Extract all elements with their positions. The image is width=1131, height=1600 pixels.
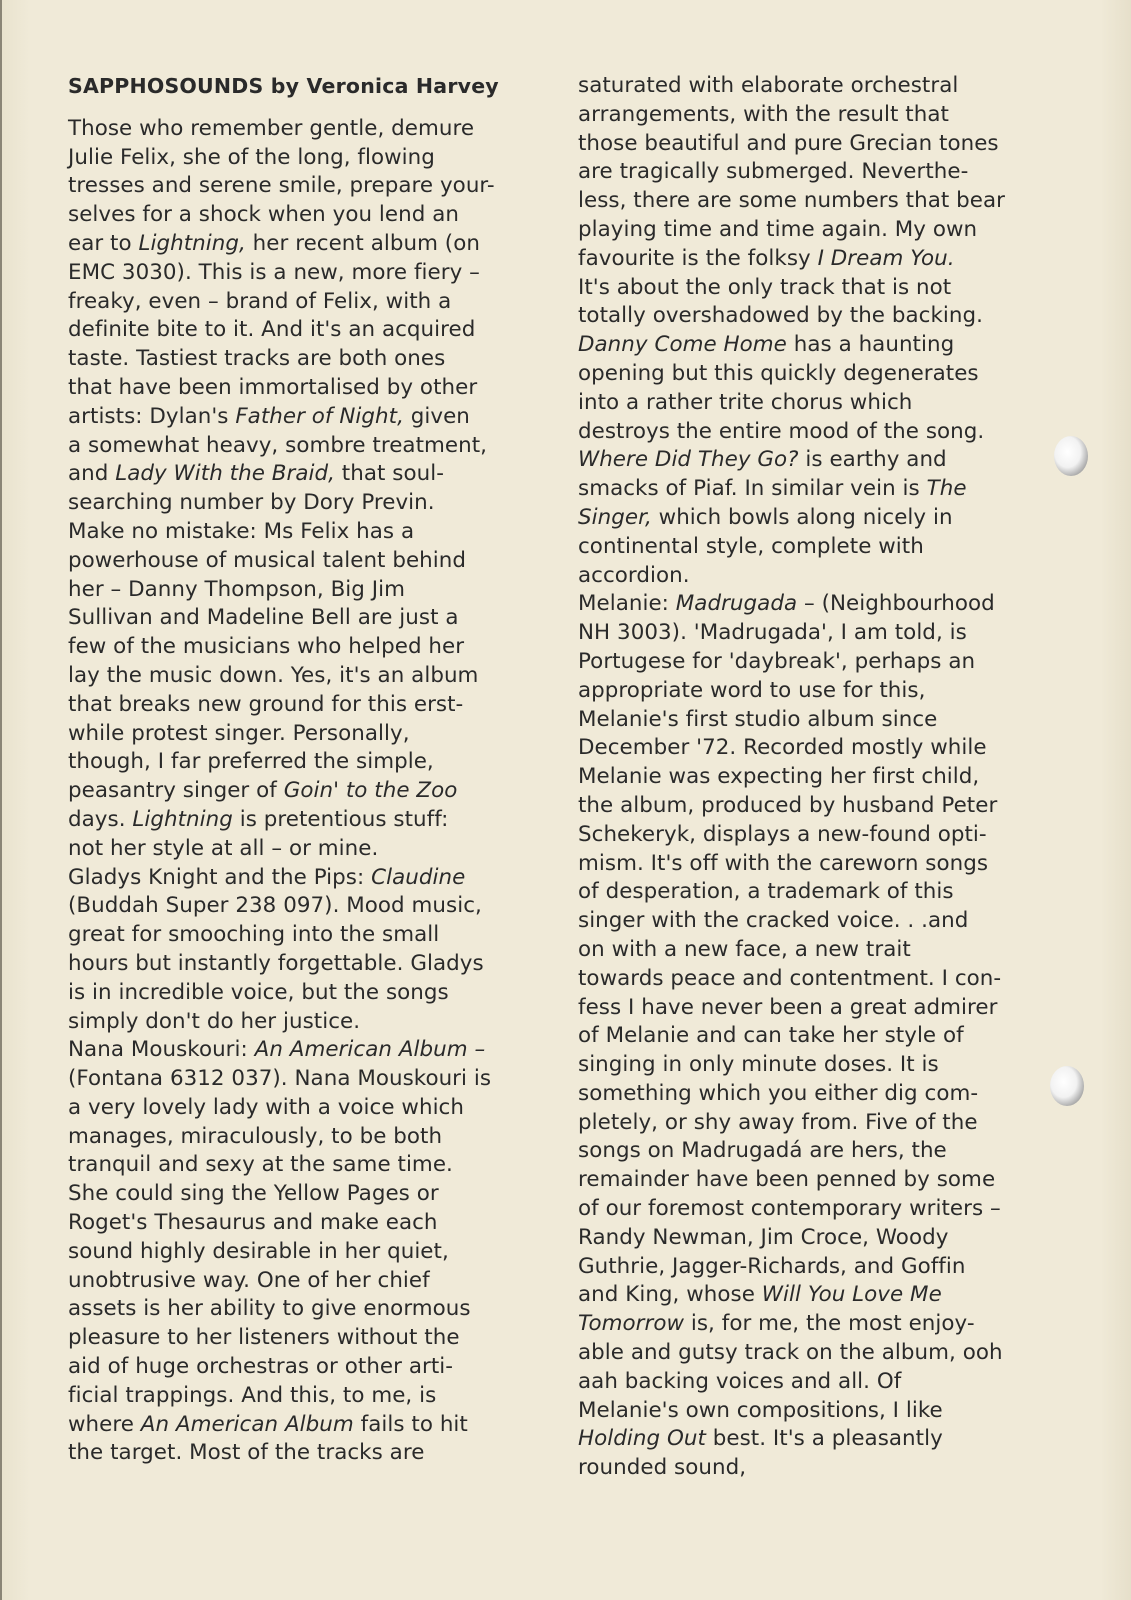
- text-line: smacks of Piaf. In similar vein is The: [578, 476, 967, 502]
- text-line: hours but instantly forgettable. Gladys: [68, 950, 484, 976]
- text-line: lay the music down. Yes, it's an album: [68, 662, 479, 688]
- text-line: Melanie's own compositions, I like: [578, 1397, 943, 1423]
- text-line: December '72. Recorded mostly while: [578, 735, 987, 761]
- text-line: She could sing the Yellow Pages or: [68, 1181, 439, 1207]
- text-line: Those who remember gentle, demure: [68, 115, 475, 141]
- text-line: Melanie was expecting her first child,: [578, 764, 980, 790]
- text-line: towards peace and contentment. I con-: [578, 965, 1002, 991]
- text-line: (Buddah Super 238 097). Mood music,: [68, 893, 482, 919]
- text-line: appropriate word to use for this,: [578, 677, 926, 703]
- text-line: few of the musicians who helped her: [68, 634, 465, 660]
- text-line: fess I have never been a great admirer: [578, 994, 998, 1020]
- text-line: sound highly desirable in her quiet,: [68, 1238, 449, 1264]
- text-line: pleasure to her listeners without the: [68, 1325, 460, 1351]
- text-line: accordion.: [578, 562, 690, 588]
- text-line: Nana Mouskouri: An American Album –: [68, 1037, 486, 1063]
- text-line: taste. Tastiest tracks are both ones: [68, 346, 446, 372]
- text-line: Make no mistake: Ms Felix has a: [68, 518, 415, 544]
- text-line: tranquil and sexy at the same time.: [68, 1152, 453, 1178]
- text-line: selves for a shock when you lend an: [68, 202, 459, 228]
- text-line: NH 3003). 'Madrugada', I am told, is: [578, 620, 967, 646]
- text-line: her – Danny Thompson, Big Jim: [68, 576, 406, 602]
- text-line: Melanie's first studio album since: [578, 706, 938, 732]
- title-spacer: [68, 101, 538, 115]
- text-line: ear to Lightning, her recent album (on: [68, 230, 480, 256]
- text-line: and King, whose Will You Love Me: [578, 1282, 942, 1308]
- text-line: Gladys Knight and the Pips: Claudine: [68, 864, 466, 890]
- text-line: aah backing voices and all. Of: [578, 1368, 902, 1394]
- text-line: continental style, complete with: [578, 533, 924, 559]
- text-line: able and gutsy track on the album, ooh: [578, 1340, 1003, 1366]
- text-line: definite bite to it. And it's an acquired: [68, 317, 476, 343]
- text-line: Melanie: Madrugada – (Neighbourhood: [578, 591, 995, 617]
- text-line: is in incredible voice, but the songs: [68, 979, 449, 1005]
- text-line: artists: Dylan's Father of Night, given: [68, 403, 470, 429]
- text-line: ficial trappings. And this, to me, is: [68, 1382, 437, 1408]
- text-line: Guthrie, Jagger-Richards, and Goffin: [578, 1253, 966, 1279]
- text-line: simply don't do her justice.: [68, 1008, 361, 1034]
- text-line: Julie Felix, she of the long, flowing: [68, 144, 435, 170]
- text-line: that breaks new ground for this erst-: [68, 691, 464, 717]
- text-line: Singer, which bowls along nicely in: [578, 504, 953, 530]
- text-line: Holding Out best. It's a pleasantly: [578, 1426, 943, 1452]
- right-column: [578, 72, 1048, 1483]
- text-line: while protest singer. Personally,: [68, 720, 410, 746]
- text-line: less, there are some numbers that bear: [578, 188, 1006, 214]
- text-line: opening but this quickly degenerates: [578, 360, 979, 386]
- text-line: singer with the cracked voice. . .and: [578, 908, 969, 934]
- text-line: something which you either dig com-: [578, 1080, 979, 1106]
- text-line: remainder have been penned by some: [578, 1167, 996, 1193]
- article-title: SAPPHOSOUNDS by Veronica Harvey: [68, 74, 499, 98]
- text-line: (Fontana 6312 037). Nana Mouskouri is: [68, 1066, 492, 1092]
- binder-hole-bottom: [1050, 1066, 1084, 1106]
- text-line: manages, miraculously, to be both: [68, 1123, 443, 1149]
- text-line: Randy Newman, Jim Croce, Woody: [578, 1224, 949, 1250]
- left-column-body: [68, 115, 538, 1468]
- text-line: favourite is the folksy I Dream You.: [578, 245, 955, 271]
- binder-hole-top: [1054, 436, 1088, 476]
- text-line: songs on Madrugadá are hers, the: [578, 1138, 947, 1164]
- text-line: where An American Album fails to hit: [68, 1411, 468, 1437]
- text-line: searching number by Dory Previn.: [68, 490, 435, 516]
- text-line: the album, produced by husband Peter: [578, 792, 998, 818]
- text-line: Roget's Thesaurus and make each: [68, 1210, 438, 1236]
- text-line: It's about the only track that is not: [578, 274, 952, 300]
- text-line: aid of huge orchestras or other arti-: [68, 1354, 454, 1380]
- text-line: not her style at all – or mine.: [68, 835, 379, 861]
- page-edge: [0, 0, 2, 1600]
- text-line: a somewhat heavy, sombre treatment,: [68, 432, 488, 458]
- text-line: destroys the entire mood of the song.: [578, 418, 985, 444]
- text-line: arrangements, with the result that: [578, 101, 949, 127]
- text-line: unobtrusive way. One of her chief: [68, 1267, 430, 1293]
- text-line: rounded sound,: [578, 1455, 747, 1481]
- text-line: tresses and serene smile, prepare your-: [68, 173, 495, 199]
- text-line: Portugese for 'daybreak', perhaps an: [578, 648, 976, 674]
- text-line: great for smooching into the small: [68, 922, 440, 948]
- text-line: pletely, or shy away from. Five of the: [578, 1109, 978, 1135]
- text-line: assets is her ability to give enormous: [68, 1296, 471, 1322]
- text-line: into a rather trite chorus which: [578, 389, 913, 415]
- text-line: of our foremost contemporary writers –: [578, 1196, 1001, 1222]
- text-line: those beautiful and pure Grecian tones: [578, 130, 999, 156]
- text-line: on with a new face, a new trait: [578, 936, 911, 962]
- text-line: Where Did They Go? is earthy and: [578, 447, 947, 473]
- text-line: are tragically submerged. Neverthe-: [578, 159, 969, 185]
- text-line: mism. It's off with the careworn songs: [578, 850, 989, 876]
- text-line: days. Lightning is pretentious stuff:: [68, 806, 449, 832]
- text-line: Danny Come Home has a haunting: [578, 332, 955, 358]
- text-line: though, I far preferred the simple,: [68, 749, 434, 775]
- text-line: that have been immortalised by other: [68, 374, 478, 400]
- text-line: Tomorrow is, for me, the most enjoy-: [578, 1311, 975, 1337]
- text-line: powerhouse of musical talent behind: [68, 547, 467, 573]
- text-line: Sullivan and Madeline Bell are just a: [68, 605, 459, 631]
- text-line: Schekeryk, displays a new-found opti-: [578, 821, 987, 847]
- text-line: a very lovely lady with a voice which: [68, 1094, 464, 1120]
- text-line: EMC 3030). This is a new, more fiery –: [68, 259, 480, 285]
- text-line: playing time and time again. My own: [578, 216, 978, 242]
- left-column: [68, 72, 538, 1468]
- right-column-body: [578, 72, 1048, 1483]
- text-line: and Lady With the Braid, that soul-: [68, 461, 444, 487]
- text-line: of desperation, a trademark of this: [578, 879, 954, 905]
- text-line: peasantry singer of Goin' to the Zoo: [68, 778, 458, 804]
- text-line: totally overshadowed by the backing.: [578, 303, 983, 329]
- text-line: saturated with elaborate orchestral: [578, 73, 959, 98]
- text-line: singing in only minute doses. It is: [578, 1052, 939, 1078]
- text-line: the target. Most of the tracks are: [68, 1440, 425, 1466]
- text-line: of Melanie and can take her style of: [578, 1023, 964, 1049]
- text-line: freaky, even – brand of Felix, with a: [68, 288, 452, 314]
